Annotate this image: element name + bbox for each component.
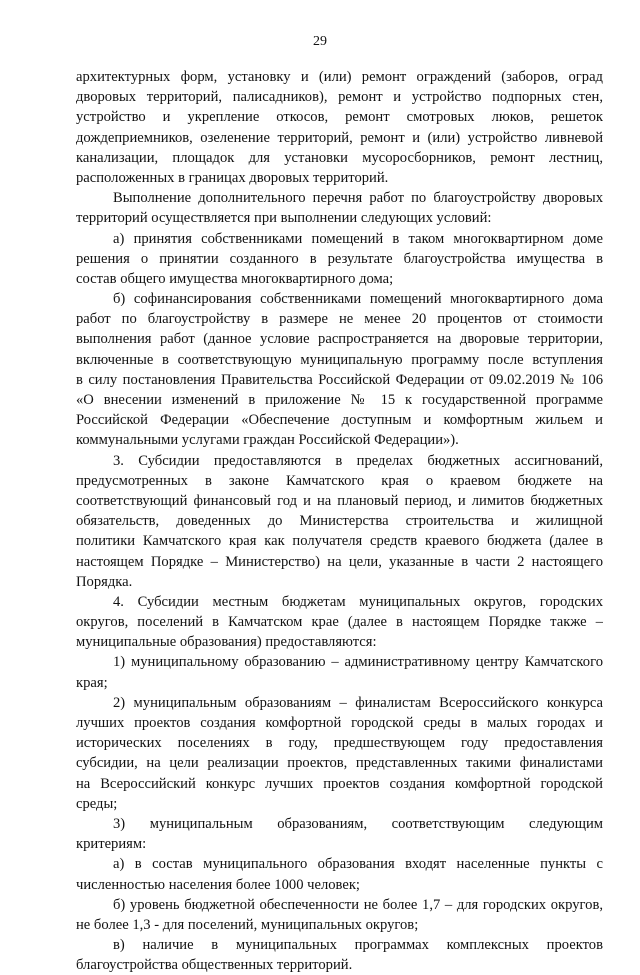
text-line: исторических поселениях в году, предшествующем году предоставления [76,735,603,752]
text-line: 4. Субсидии местным бюджетам муниципальных округов, городских [113,593,603,610]
text-line: коммунальными услугами граждан Российской Федерации»). [76,432,459,449]
page-number: 29 [313,34,327,49]
text-line: политики Камчатского края как получателя средств краевого бюджета (далее в [76,533,603,550]
text-line: а) принятия собственниками помещений в таком многоквартирном доме [113,230,603,247]
text-line: критериям: [76,836,147,853]
text-line: лучших проектов создания комфортной городской среды в малых городах и [76,715,603,731]
text-line: архитектурных форм, установку и (или) ремонт ограждений (заборов, оград [76,69,603,85]
body-text [76,67,603,975]
text-line: 3) муниципальным образованиям, соответствующим следующим [113,815,603,832]
text-line: субсидии, на цели реализации проектов, представленных такими финалистами [76,755,603,772]
text-line: в силу постановления Правительства Российской Федерации от 09.02.2019 № 106 [76,371,603,388]
text-line: не более 1,3 - для поселений, муниципальных округов; [76,916,419,933]
text-line: численностью населения более 1000 человек; [76,876,360,893]
text-line: соответствующий финансовый год и на плановый период, и лимитов бюджетных [76,492,603,509]
text-line: 2) муниципальным образованиям – финалистам Всероссийского конкурса [113,694,603,711]
text-line: а) в состав муниципального образования входят населенные пункты с [113,856,603,873]
text-line: дворовых территорий, палисадников), ремонт и устройство подпорных стен, [76,89,603,106]
text-line: состав общего имущества многоквартирного дома; [76,270,394,287]
text-line: дождеприемников, озеленение территорий, ремонт и (или) устройство ливневой [76,129,603,146]
text-line: выполнения работ (данное условие распространяется на дворовые территории, [76,331,603,348]
text-line: предусмотренных в законе Камчатского края о краевом бюджете на [76,472,603,489]
text-line: муниципальные образования) предоставляются: [76,634,377,651]
text-line: б) софинансирования собственниками помещений многоквартирного дома [113,291,603,308]
text-line: Российской Федерации «Обеспечение доступным и комфортным жильем и [76,412,603,429]
text-line: канализации, площадок для установки мусоросборников, ремонт лестниц, [76,149,603,166]
text-line: включенные в соответствующую муниципальную программу после вступления [76,351,603,368]
text-line: Порядка. [76,573,133,590]
text-line: обязательств, доведенных до Министерства строительства и жилищной [76,513,603,530]
text-line: 1) муниципальному образованию – административному центру Камчатского [113,654,603,671]
text-line: округов, поселений в Камчатском крае (далее в настоящем Порядке также – [76,614,603,631]
text-line: территорий осуществляется при выполнении следующих условий: [76,210,492,227]
text-line: благоустройства общественных территорий. [76,957,353,974]
text-line: решения о принятии созданного в результате благоустройства имущества в [76,250,603,267]
text-line: расположенных в границах дворовых территорий. [76,169,389,186]
text-line: работ по благоустройству в размере не менее 20 процентов от стоимости [76,311,603,328]
text-line: б) уровень бюджетной обеспеченности не более 1,7 – для городских округов, [113,896,603,913]
text-line: края; [76,674,108,691]
text-line: устройство и укрепление откосов, ремонт смотровых люков, решеток [76,109,603,126]
text-line: 3. Субсидии предоставляются в пределах бюджетных ассигнований, [113,452,603,469]
text-line: в) наличие в муниципальных программах комплексных проектов [113,937,603,954]
text-line: Выполнение дополнительного перечня работ по благоустройству дворовых [113,190,603,207]
text-line: настоящем Порядке – Министерство) на цели, указанные в части 2 настоящего [76,553,603,570]
text-line: «О внесении изменений в приложение № 15 к государственной программе [76,392,603,408]
text-line: на Всероссийский конкурс лучших проектов создания комфортной городской [76,775,603,792]
text-line: среды; [76,795,118,812]
